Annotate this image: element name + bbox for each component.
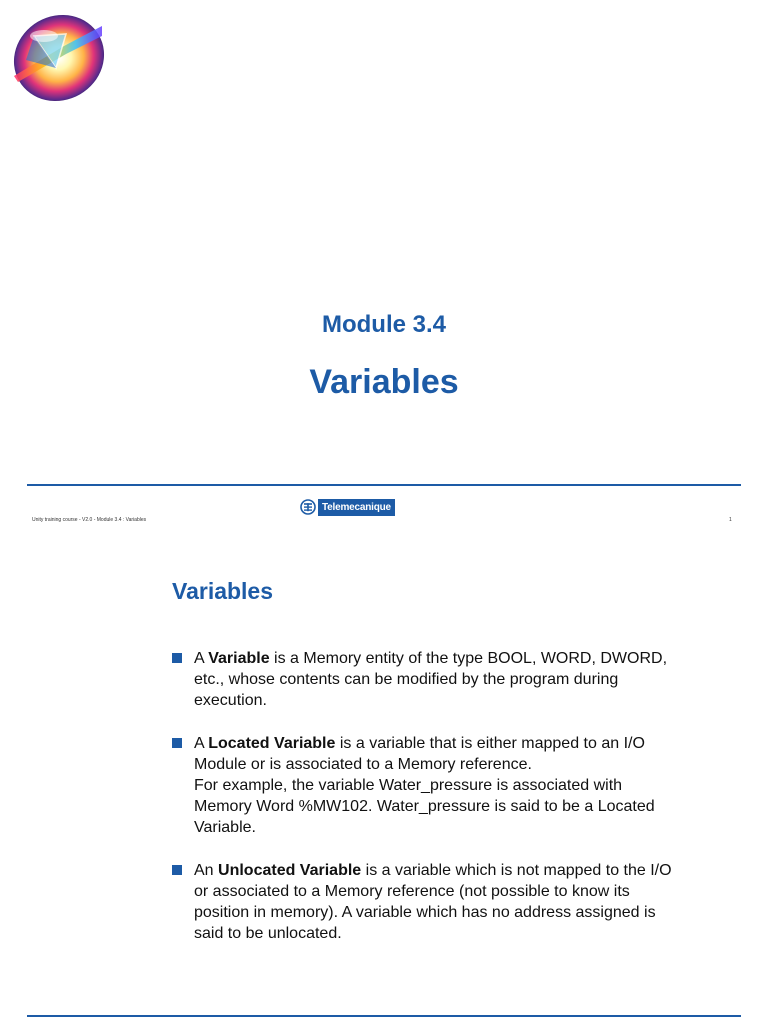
bullet-post: is a variable which is not mapped to the I/O — [361, 862, 672, 879]
bullet-line: For example, the variable Water_pressure is associated with — [194, 777, 623, 794]
bullet-pre: An — [194, 862, 219, 879]
brand-name: Telemecanique — [318, 499, 395, 516]
brand-logo — [300, 498, 395, 516]
bullet-line: Memory Word %MW102. Water_pressure is said to be a Located — [194, 798, 655, 815]
module-number: Module 3.4 — [321, 311, 447, 338]
bullet-pre: A — [194, 735, 209, 752]
square-bullet-icon — [172, 738, 182, 748]
square-bullet-icon — [172, 653, 182, 663]
bullet-post: is a Memory entity of the type BOOL, WORD, DWORD, — [269, 650, 668, 667]
bullet-line: Module or is associated to a Memory reference. — [194, 756, 532, 773]
bullet-first-line — [194, 648, 732, 669]
bullet-item — [172, 860, 732, 944]
page-number: 1 — [729, 517, 732, 523]
prism-disc-logo-icon — [4, 6, 108, 104]
bullet-line: Variable. — [194, 819, 256, 836]
bullet-first-line — [194, 733, 732, 754]
bullet-term: Located Variable — [208, 735, 336, 752]
bullet-term: Unlocated Variable — [218, 862, 362, 879]
slide-title: Variables — [172, 578, 274, 604]
telemecanique-emblem-icon — [300, 499, 316, 515]
bullet-list — [172, 648, 732, 944]
bullet-line: position in memory). A variable which has no address assigned is — [194, 904, 656, 921]
divider-bottom — [27, 1015, 741, 1017]
bullet-pre: A — [194, 650, 209, 667]
bullet-first-line — [194, 860, 732, 881]
square-bullet-icon — [172, 865, 182, 875]
bullet-term: Variable — [208, 650, 270, 667]
bullet-post: is a variable that is either mapped to an I/O — [335, 735, 645, 752]
bullet-line: said to be unlocated. — [194, 925, 342, 942]
bullet-item — [172, 648, 732, 711]
bullet-item — [172, 733, 732, 838]
bullet-line: execution. — [194, 692, 267, 709]
bullet-line: or associated to a Memory reference (not possible to know its — [194, 883, 630, 900]
bullet-line: etc., whose contents can be modified by the program during — [194, 671, 619, 688]
divider-top — [27, 484, 741, 486]
module-name: Variables — [309, 363, 459, 401]
footer-text: Unity training course - V2.0 - Module 3.4 : Variables — [32, 517, 147, 523]
